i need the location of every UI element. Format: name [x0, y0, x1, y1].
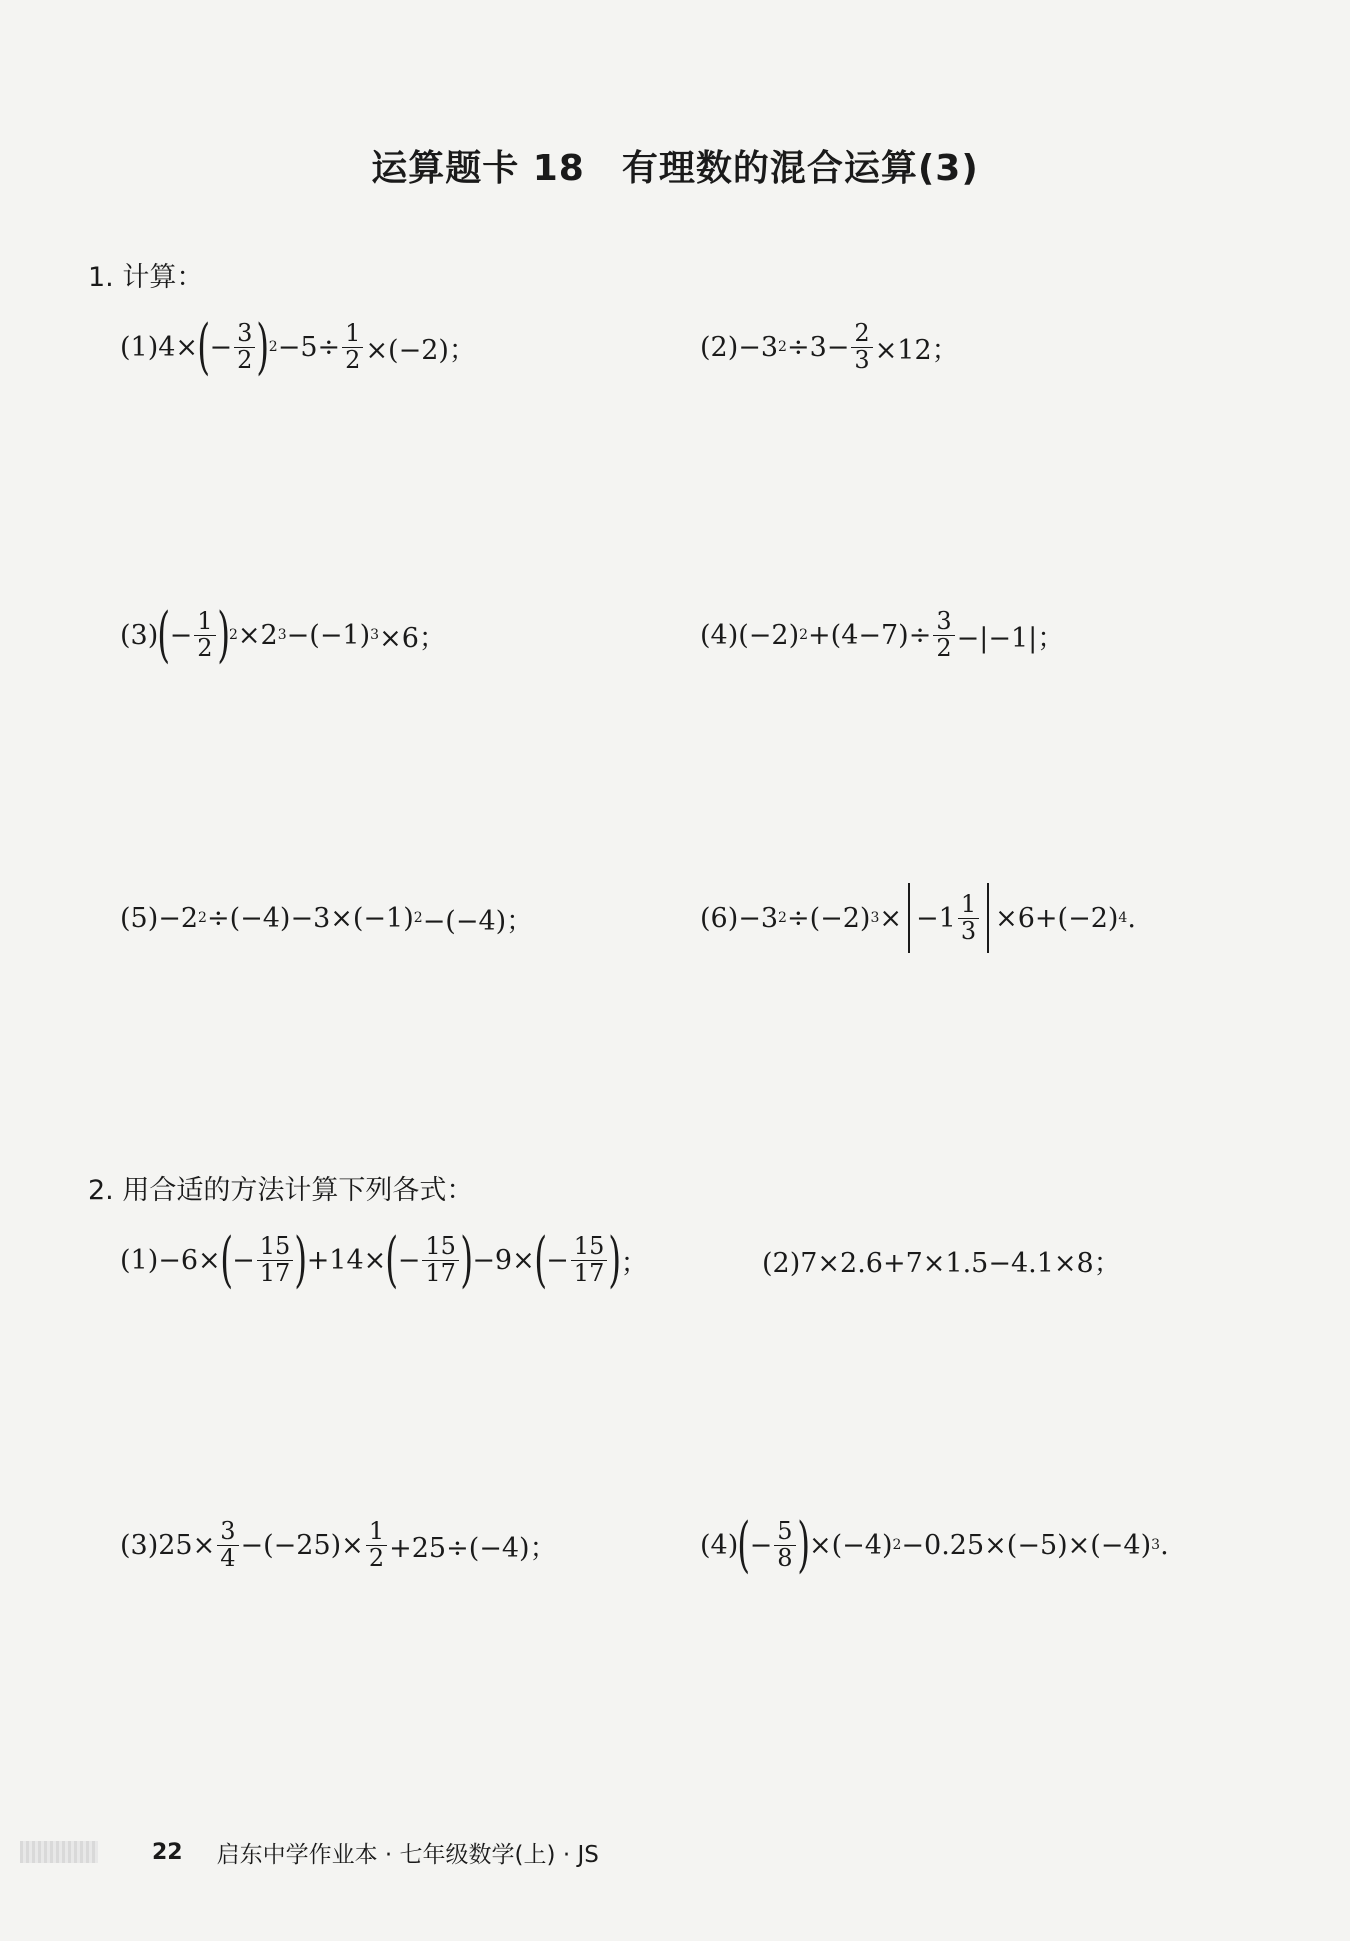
page-title: 运算题卡 18 有理数的混合运算(3)	[371, 148, 979, 189]
fraction: $\frac{2}{3}$	[851, 321, 872, 372]
fraction: $\frac{3}{2}$	[933, 609, 954, 660]
section-2-label: 2. 用合适的方法计算下列各式：	[88, 1175, 474, 1206]
problem-2-3: (3)25× $\frac{3}{4}$ −(−25)× $\frac{1}{2}$ +25÷(−4)；	[120, 1517, 557, 1572]
problem-1-3: (3) ( − $\frac{1}{2}$ ) 2 ×2 3 −(−1) 3 ×6；	[120, 600, 446, 670]
page-footer	[0, 1832, 599, 1872]
fraction: $\frac{15}{17}$	[571, 1234, 608, 1285]
problem-1-1: (1)4× ( − $\frac{3}{2}$ ) 2 −5÷ $\frac{1}{2}$ ×(−2)；	[120, 312, 476, 382]
problem-1-2: (2)−3 2 ÷3− $\frac{2}{3}$ ×12；	[700, 319, 959, 374]
absolute-bar-right	[987, 883, 989, 953]
book-title: 启东中学作业本 · 七年级数学(上) · JS	[216, 1841, 599, 1868]
fraction: $\frac{1}{2}$	[366, 1519, 387, 1570]
section-1-label: 1. 计算：	[88, 262, 204, 293]
page-number: 22	[152, 1839, 183, 1865]
fraction: $\frac{15}{17}$	[422, 1234, 459, 1285]
footer-decoration	[20, 1841, 98, 1863]
fraction: $\frac{5}{8}$	[774, 1519, 795, 1570]
fraction: $\frac{1}{2}$	[342, 321, 363, 372]
fraction: $\frac{3}{4}$	[217, 1519, 238, 1570]
problem-1-5: (5)−2 2 ÷(−4)−3×(−1) 2 −(−4)；	[120, 902, 534, 937]
problem-1-4: (4)(−2) 2 +(4−7)÷ $\frac{3}{2}$ −|−1|；	[700, 607, 1065, 662]
problem-2-1: (1)−6× ( − $\frac{15}{17}$ ) +14× ( − $\frac{15}{17}$ ) −9× ( − $\frac{15}{17}$ ) ；	[120, 1225, 648, 1295]
fraction: $\frac{1}{2}$	[194, 609, 215, 660]
fraction: $\frac{15}{17}$	[257, 1234, 294, 1285]
fraction: $\frac{3}{2}$	[234, 321, 255, 372]
absolute-bar-left	[908, 883, 910, 953]
problem-2-2: (2)7×2.6+7×1.5−4.1×8；	[762, 1247, 1121, 1279]
problem-2-4: (4) ( − $\frac{5}{8}$ ) ×(−4) 2 −0.25×(−5)×(−4) 3 .	[700, 1510, 1169, 1580]
fraction: $\frac{1}{3}$	[958, 892, 979, 943]
problem-1-6: (6)−3 2 ÷(−2) 3 × −1 $\frac{1}{3}$ ×6+(−2) 4 .	[700, 878, 1136, 958]
